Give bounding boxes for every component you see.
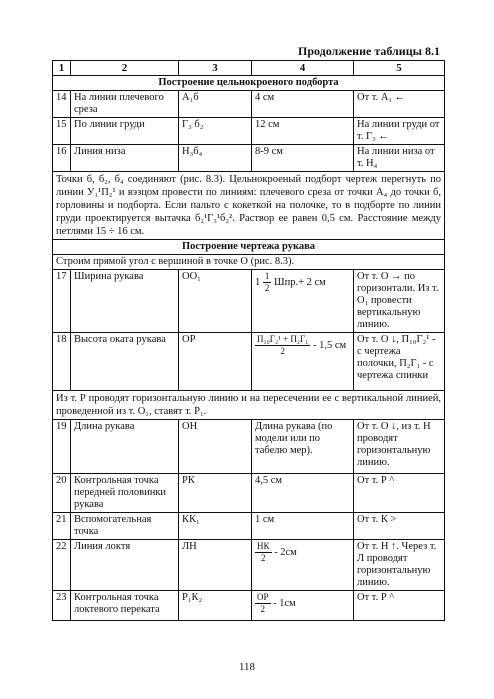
fraction-denominator: 2 xyxy=(261,553,266,563)
measure-name: Контрольная точка локтевого переката xyxy=(71,591,179,621)
page-number: 118 xyxy=(238,661,256,673)
fraction xyxy=(255,334,310,357)
header-cell: 2 xyxy=(71,61,179,76)
row-number: 17 xyxy=(53,270,71,333)
measure-name: Высота оката рукава xyxy=(71,333,179,391)
header-cell: 5 xyxy=(354,61,445,76)
direction: От т. Н ↑. Через т. Л проводят горизонтальную линию. xyxy=(354,540,445,591)
section-title: Построение цельнокроеного подборта xyxy=(53,76,445,91)
fraction-numerator: 1 xyxy=(264,271,270,281)
value-suffix: - 1,5 см xyxy=(313,339,347,351)
value xyxy=(252,270,354,333)
fraction-denominator: 2 xyxy=(260,604,265,614)
direction: От т. О ↓, П₁₀Г₂¹ - с чертежа полочки, П₂Г₁ - с чертежа спинки xyxy=(354,333,445,391)
fraction-numerator: П₁₀Г₂¹ + П₂Г₁ xyxy=(257,334,309,344)
table-row xyxy=(53,474,445,513)
value: 4,5 см xyxy=(252,474,354,513)
value-suffix: - 2см xyxy=(274,546,297,558)
measure-name: Длина рукава xyxy=(71,420,179,474)
row-number: 18 xyxy=(53,333,71,391)
row-number: 22 xyxy=(53,540,71,591)
value: 4 см xyxy=(252,91,354,118)
value xyxy=(252,333,354,391)
fraction-denominator: 2 xyxy=(264,283,270,293)
segment: ЛН xyxy=(179,540,252,591)
header-cell: 1 xyxy=(53,61,71,76)
row-number: 20 xyxy=(53,474,71,513)
paragraph-text: Из т. Р проводят горизонтальную линию и на пересечении ее с вертикальной линией, проведенной из т. О₁, ставят т. Р₁. xyxy=(53,391,445,420)
segment: ОО₁ xyxy=(179,270,252,333)
table-row xyxy=(53,513,445,540)
row-number: 15 xyxy=(53,118,71,145)
table-row xyxy=(53,591,445,621)
row-number: 23 xyxy=(53,591,71,621)
value-prefix: 1 xyxy=(255,276,261,288)
table-row xyxy=(53,333,445,391)
measure-name: Ширина рукава xyxy=(71,270,179,333)
value: 1 см xyxy=(252,513,354,540)
row-number: 21 xyxy=(53,513,71,540)
segment: ОН xyxy=(179,420,252,474)
direction: На линии низа от т. Н₄ xyxy=(354,145,445,172)
measure-name: По линии груди xyxy=(71,118,179,145)
segment: ОР xyxy=(179,333,252,391)
segment: КК₁ xyxy=(179,513,252,540)
fraction-numerator: ОР xyxy=(257,592,269,602)
value: Длина рукава (по модели или по табелю мер). xyxy=(252,420,354,474)
fraction-denominator: 2 xyxy=(280,346,285,356)
measure-name: Контрольная точка передней половинки рукава xyxy=(71,474,179,513)
header-row xyxy=(53,61,445,76)
direction: От т. Р ^ xyxy=(354,474,445,513)
fraction xyxy=(255,592,271,615)
table-row xyxy=(53,145,445,172)
fraction-numerator: НК xyxy=(257,541,270,551)
direction: От т. О → по горизонтали. Из т. О₁ провести вертикальную линию. xyxy=(354,270,445,333)
header-cell: 4 xyxy=(252,61,354,76)
table-row xyxy=(53,540,445,591)
value: 12 см xyxy=(252,118,354,145)
data-table xyxy=(52,60,445,621)
direction: От т. К > xyxy=(354,513,445,540)
measure-name: Вспомогательная точка xyxy=(71,513,179,540)
header-cell: 3 xyxy=(179,61,252,76)
section-title: Построение чертежа рукава xyxy=(53,240,445,255)
value: 8-9 см xyxy=(252,145,354,172)
segment: Р₁К₂ xyxy=(179,591,252,621)
row-number: 14 xyxy=(53,91,71,118)
table-row xyxy=(53,118,445,145)
table-row xyxy=(53,270,445,333)
paragraph-text: Точки б, б₂, б₄ соединяют (рис. 8.3). Цельнокроеный подборт чертеж перегнуть по линии У₁¹П₂¹ и вэзцом провести по линиям: плечевого среза от точки А₄ до точки б, горловины и подборта. Если пальто с кокеткой на полочке, то в подборте по линии груди проектируется вытачка б₂¹Г₃¹б₂². Раствор ее равен 0,5 см. Расстояние между петлями 15 ÷ 16 см. xyxy=(53,172,445,240)
table-caption: Продолжение таблицы 8.1 xyxy=(297,44,440,58)
value-suffix: Шпр.+ 2 см xyxy=(274,276,326,288)
segment: РК xyxy=(179,474,252,513)
measure-name: Линия локтя xyxy=(71,540,179,591)
direction: От т. Р ^ xyxy=(354,591,445,621)
direction: От т. А₁ ← xyxy=(354,91,445,118)
segment: Г₃ б₂ xyxy=(179,118,252,145)
fraction xyxy=(255,541,272,564)
row-number: 16 xyxy=(53,145,71,172)
value xyxy=(252,540,354,591)
table-row xyxy=(53,91,445,118)
measure-name: Линия низа xyxy=(71,145,179,172)
segment: Н₃б₄ xyxy=(179,145,252,172)
direction: От т. О ↓, из т. Н проводят горизонтальную линию. xyxy=(354,420,445,474)
row-number: 19 xyxy=(53,420,71,474)
paragraph-text: Строим прямой угол с вершиной в точке О (рис. 8.3). xyxy=(53,255,445,270)
direction: На линии груди от т. Г₃ ← xyxy=(354,118,445,145)
value-suffix: - 1см xyxy=(273,597,296,609)
fraction xyxy=(263,271,272,294)
table-row xyxy=(53,420,445,474)
segment: А₁б xyxy=(179,91,252,118)
value xyxy=(252,591,354,621)
measure-name: На линии плечевого среза xyxy=(71,91,179,118)
